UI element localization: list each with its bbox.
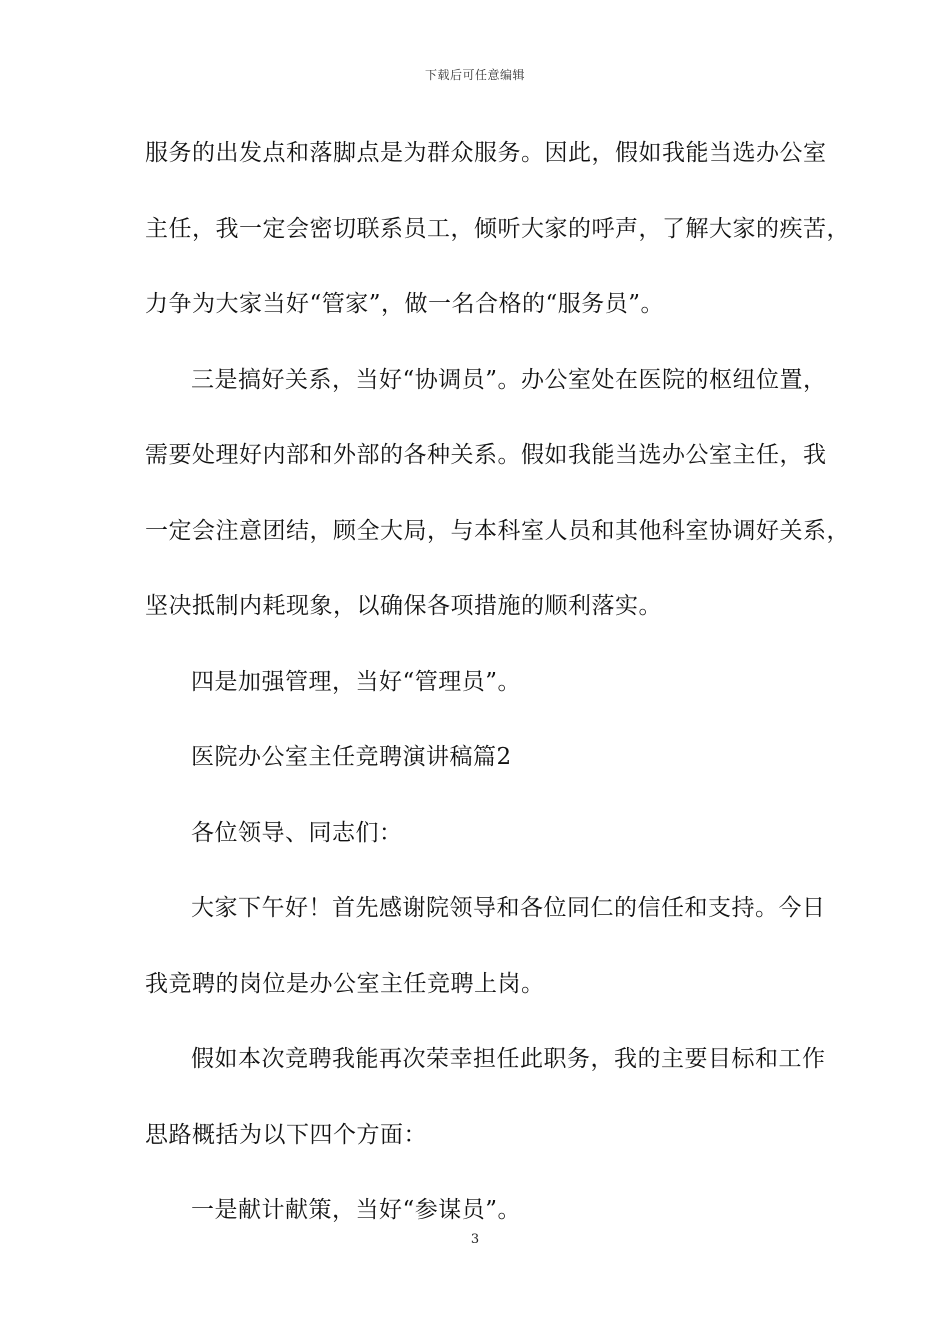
text-line: 坚决抵制内耗现象，以确保各项措施的顺利落实。 <box>145 593 662 619</box>
salutation-line: 各位领导、同志们： <box>191 819 403 846</box>
text-line: 服务的出发点和落脚点是为群众服务。因此，假如我能当选办公室 <box>145 140 827 166</box>
text-line: 我竞聘的岗位是办公室主任竞聘上岗。 <box>145 970 545 997</box>
paragraph-start-line: 四是加强管理，当好“管理员”。 <box>191 668 522 695</box>
paragraph-start-line: 假如本次竞聘我能再次荣幸担任此职务，我的主要目标和工作 <box>191 1046 826 1072</box>
paragraph-start-line: 一是献计献策，当好“参谋员”。 <box>191 1197 522 1223</box>
page-header: 下载后可任意编辑 <box>424 68 525 82</box>
document-body <box>145 126 850 1259</box>
text-line: 思路概括为以下四个方面： <box>145 1121 427 1148</box>
text-line: 一定会注意团结，顾全大局，与本科室人员和其他科室协调好关系， <box>145 517 850 544</box>
section-title: 医院办公室主任竞聘演讲稿篇2 <box>191 744 512 770</box>
text-line: 力争为大家当好“管家”，做一名合格的“服务员”。 <box>145 291 665 317</box>
page-number: 3 <box>470 1232 480 1247</box>
paragraph-start-line: 大家下午好！首先感谢院领导和各位同仁的信任和支持。今日 <box>191 895 826 921</box>
text-line: 主任，我一定会密切联系员工，倾听大家的呼声，了解大家的疾苦， <box>145 215 850 242</box>
paragraph-start-line: 三是搞好关系，当好“协调员”。办公室处在医院的枢纽位置， <box>191 366 827 393</box>
text-line: 需要处理好内部和外部的各种关系。假如我能当选办公室主任，我 <box>145 442 827 468</box>
